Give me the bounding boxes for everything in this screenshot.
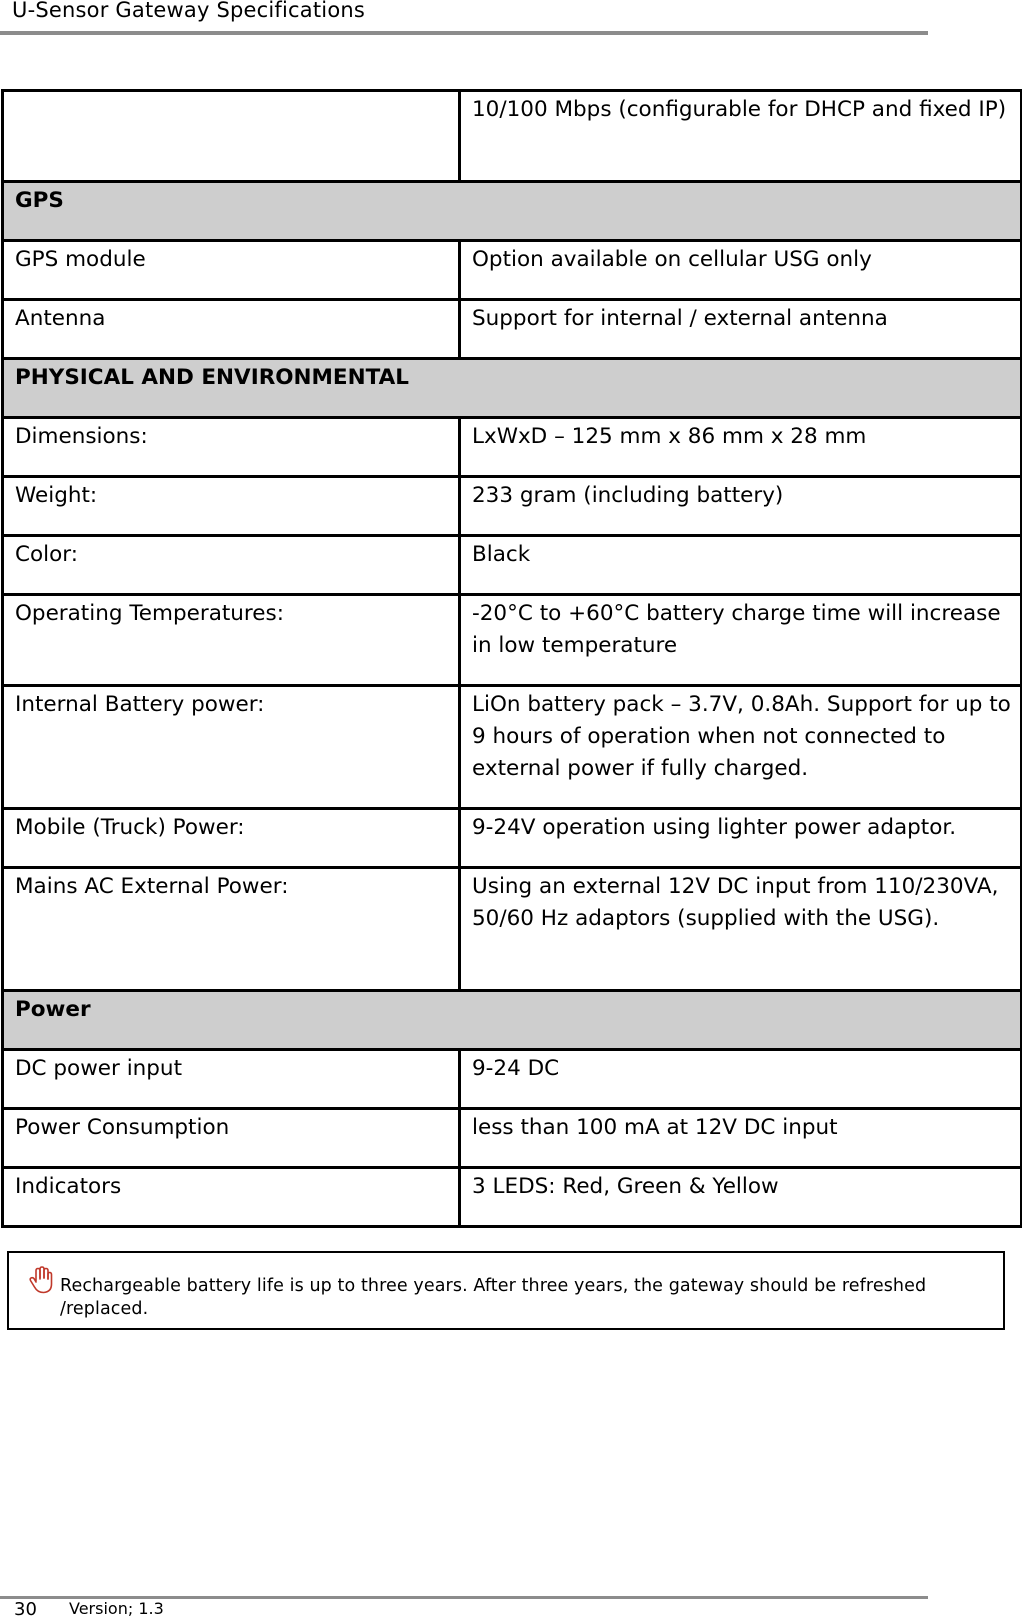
spec-value: 9-24V operation using lighter power adaptor. <box>460 809 1022 868</box>
spec-label: Dimensions: <box>3 418 460 477</box>
spec-value: 233 gram (including battery) <box>460 477 1022 536</box>
table-row-color <box>3 536 1022 595</box>
section-title: Power <box>3 991 1022 1050</box>
spec-label: Indicators <box>3 1168 460 1227</box>
spec-label: Mobile (Truck) Power: <box>3 809 460 868</box>
spec-label: DC power input <box>3 1050 460 1109</box>
table-row-antenna <box>3 300 1022 359</box>
spec-value: Using an external 12V DC input from 110/230VA, 50/60 Hz adaptors (supplied with the USG). <box>460 868 1022 991</box>
spec-value: Option available on cellular USG only <box>460 241 1022 300</box>
table-row-mains-ac-power <box>3 868 1022 991</box>
table-row-mobile-power <box>3 809 1022 868</box>
spec-value: LiOn battery pack – 3.7V, 0.8Ah. Support for up to 9 hours of operation when not connected to external power if fully charged. <box>460 686 1022 809</box>
spec-label: Operating Temperatures: <box>3 595 460 686</box>
table-row-dc-power-input <box>3 1050 1022 1109</box>
hand-note-icon <box>27 1265 57 1295</box>
note-text: Rechargeable battery life is up to three years. After three years, the gateway should be refreshed /replaced. <box>60 1276 927 1319</box>
spec-label: Power Consumption <box>3 1109 460 1168</box>
section-title: PHYSICAL AND ENVIRONMENTAL <box>3 359 1022 418</box>
spec-label: Antenna <box>3 300 460 359</box>
spec-label: GPS module <box>3 241 460 300</box>
page-header-title: U-Sensor Gateway Specifications <box>12 0 366 22</box>
table-row-power-consumption <box>3 1109 1022 1168</box>
spec-value: LxWxD – 125 mm x 86 mm x 28 mm <box>460 418 1022 477</box>
table-row-internal-battery <box>3 686 1022 809</box>
table-row-indicators <box>3 1168 1022 1227</box>
table-row-weight <box>3 477 1022 536</box>
spec-label: Weight: <box>3 477 460 536</box>
spec-value: Black <box>460 536 1022 595</box>
section-header-gps <box>3 182 1022 241</box>
spec-value: 10/100 Mbps (configurable for DHCP and fixed IP) <box>460 91 1022 182</box>
table-row-dimensions <box>3 418 1022 477</box>
page-number: 30 <box>14 1599 37 1620</box>
spec-label: Mains AC External Power: <box>3 868 460 991</box>
spec-value: 9-24 DC <box>460 1050 1022 1109</box>
spec-value: -20°C to +60°C battery charge time will increase in low temperature <box>460 595 1022 686</box>
version-label: Version; 1.3 <box>69 1599 164 1618</box>
table-row-gps-module <box>3 241 1022 300</box>
section-title: GPS <box>3 182 1022 241</box>
spec-value: 3 LEDS: Red, Green & Yellow <box>460 1168 1022 1227</box>
header-rule <box>0 31 928 35</box>
spec-label: Internal Battery power: <box>3 686 460 809</box>
note-box <box>7 1251 1005 1330</box>
table-row-network-speed <box>3 91 1022 182</box>
section-header-power <box>3 991 1022 1050</box>
section-header-physical <box>3 359 1022 418</box>
specifications-table <box>1 89 1022 1228</box>
spec-value: Support for internal / external antenna <box>460 300 1022 359</box>
spec-label <box>3 91 460 182</box>
table-row-operating-temperatures <box>3 595 1022 686</box>
spec-value: less than 100 mA at 12V DC input <box>460 1109 1022 1168</box>
spec-label: Color: <box>3 536 460 595</box>
